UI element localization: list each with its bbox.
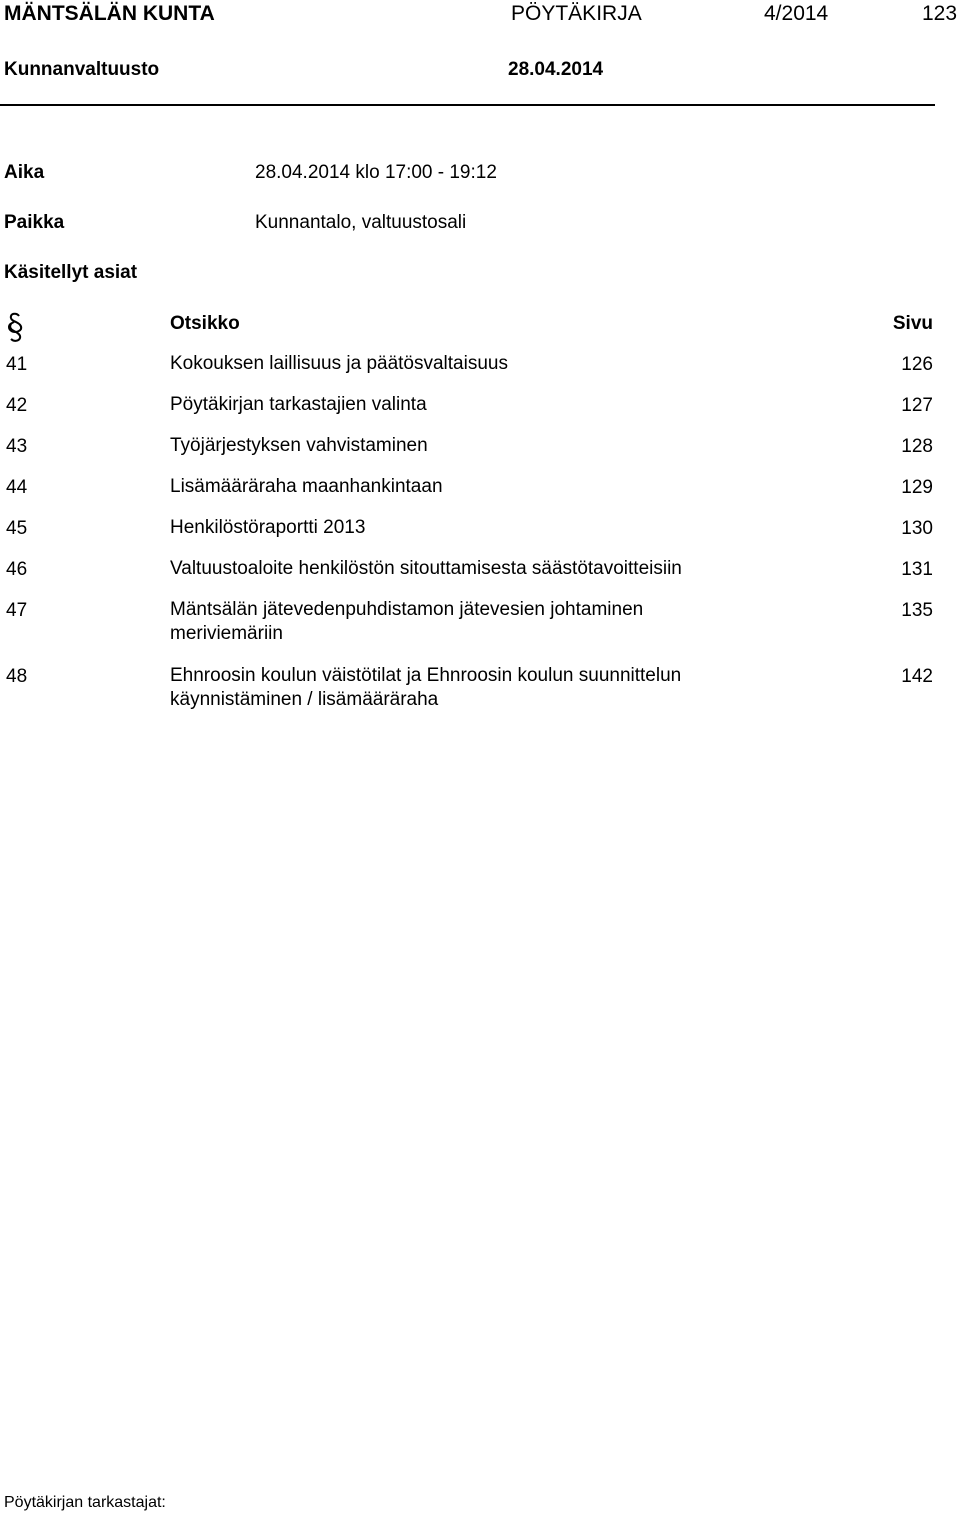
meeting-date: 28.04.2014: [508, 59, 604, 80]
time-label: Aika: [4, 162, 45, 183]
item-page: 129: [901, 477, 933, 498]
item-number: 45: [6, 518, 28, 539]
item-page: 126: [901, 354, 933, 375]
page-number: 123: [922, 2, 958, 25]
governing-body: Kunnanvaltuusto: [4, 59, 160, 80]
place-value: Kunnantalo, valtuustosali: [255, 212, 467, 233]
item-page: 142: [901, 666, 933, 687]
column-header-title: Otsikko: [170, 313, 240, 334]
item-title: Työjärjestyksen vahvistaminen: [170, 435, 428, 456]
item-number: 44: [6, 477, 28, 498]
organization-name: MÄNTSÄLÄN KUNTA: [4, 2, 215, 25]
item-number: 41: [6, 354, 28, 375]
item-page: 131: [901, 559, 933, 580]
section-sign-icon: [4, 310, 26, 344]
item-page: 127: [901, 395, 933, 416]
item-title: Kokouksen laillisuus ja päätösvaltaisuus: [170, 353, 508, 374]
item-page: 130: [901, 518, 933, 539]
item-number: 42: [6, 395, 28, 416]
item-page: 135: [901, 600, 933, 621]
footer-inspectors-label: Pöytäkirjan tarkastajat:: [4, 1494, 166, 1511]
item-number: 43: [6, 436, 28, 457]
item-title: Henkilöstöraportti 2013: [170, 517, 366, 538]
place-label: Paikka: [4, 212, 65, 233]
item-title-line1: Mäntsälän jätevedenpuhdistamon jätevesien johtaminen: [170, 599, 644, 620]
time-value: 28.04.2014 klo 17:00 - 19:12: [255, 162, 497, 183]
header-divider: [0, 104, 935, 106]
document-number: 4/2014: [764, 2, 829, 25]
item-number: 46: [6, 559, 28, 580]
item-number: 47: [6, 600, 28, 621]
item-title-line1: Ehnroosin koulun väistötilat ja Ehnroosin koulun suunnittelun: [170, 665, 682, 686]
item-number: 48: [6, 666, 28, 687]
document-type: PÖYTÄKIRJA: [511, 2, 642, 25]
item-title-line2: käynnistäminen / lisämääräraha: [170, 689, 439, 710]
item-title: Lisämääräraha maanhankintaan: [170, 476, 443, 497]
item-title-line2: meriviemäriin: [170, 623, 283, 644]
item-page: 128: [901, 436, 933, 457]
item-title: Valtuustoaloite henkilöstön sitouttamisesta säästötavoitteisiin: [170, 558, 682, 579]
column-header-page: Sivu: [892, 313, 933, 334]
item-title: Pöytäkirjan tarkastajien valinta: [170, 394, 427, 415]
handled-items-label: Käsitellyt asiat: [4, 262, 138, 283]
